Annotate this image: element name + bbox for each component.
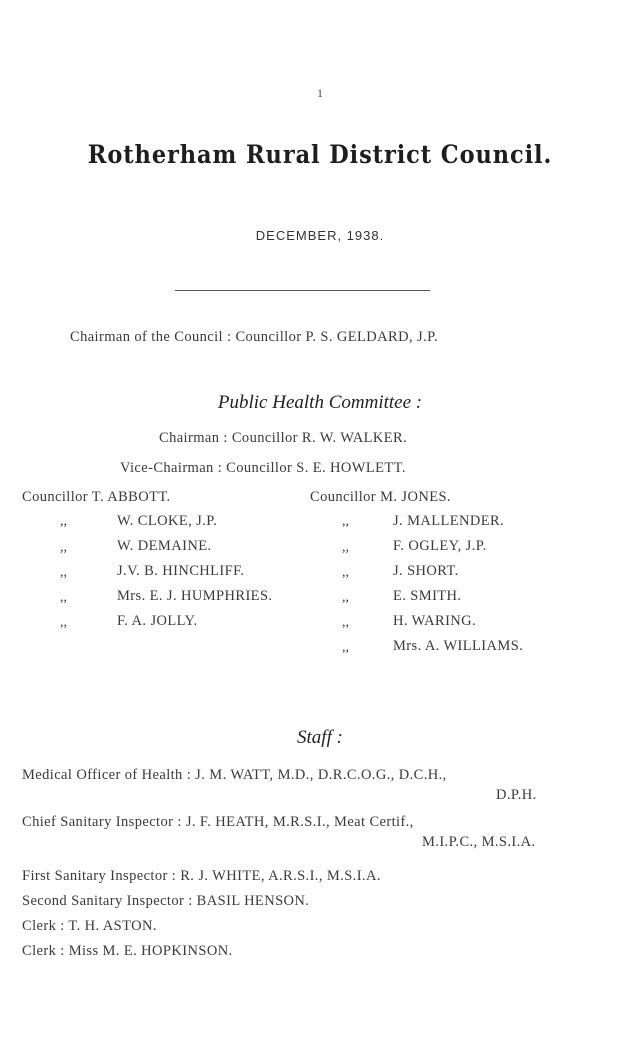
second-inspector-line: Second Sanitary Inspector : BASIL HENSON. <box>22 893 310 909</box>
councillor-label: Councillor <box>310 489 377 505</box>
council-title: Rotherham Rural District Council. <box>87 140 553 169</box>
member-name: M. JONES. <box>380 489 451 505</box>
ditto-mark: ,, <box>342 615 349 630</box>
staff-heading: Staff : <box>297 727 343 748</box>
member-left-label <box>22 489 171 506</box>
ditto-mark: ,, <box>60 565 67 580</box>
member-name: E. SMITH. <box>393 588 462 604</box>
chief-inspector-line: Chief Sanitary Inspector : J. F. HEATH, M.R.S.I., Meat Certif., <box>22 814 414 830</box>
clerk-line: Clerk : Miss M. E. HOPKINSON. <box>22 943 233 959</box>
member-right-label <box>310 489 451 506</box>
member-name: Mrs. E. J. HUMPHRIES. <box>117 588 273 604</box>
member-name: Mrs. A. WILLIAMS. <box>393 638 524 654</box>
first-inspector-line: First Sanitary Inspector : R. J. WHITE, A.R.S.I., M.S.I.A. <box>22 868 381 884</box>
ditto-mark: ,, <box>342 565 349 580</box>
clerk-line: Clerk : T. H. ASTON. <box>22 918 157 934</box>
committee-heading: Public Health Committee : <box>217 392 423 413</box>
medical-officer-line-cont: D.P.H. <box>496 787 537 803</box>
member-name: T. ABBOTT. <box>91 489 171 505</box>
chief-inspector-line-cont: M.I.P.C., M.S.I.A. <box>422 834 536 850</box>
committee-chairman: Chairman : Councillor R. W. WALKER. <box>159 430 408 446</box>
ditto-mark: ,, <box>60 615 67 630</box>
divider-rule <box>175 290 430 291</box>
member-name: H. WARING. <box>393 613 477 629</box>
member-name: J. SHORT. <box>393 563 459 579</box>
ditto-mark: ,, <box>60 540 67 555</box>
ditto-mark: ,, <box>342 640 349 655</box>
page-number: 1 <box>317 86 323 100</box>
ditto-mark: ,, <box>342 590 349 605</box>
medical-officer-line: Medical Officer of Health : J. M. WATT, M.D., D.R.C.O.G., D.C.H., <box>22 767 447 783</box>
ditto-mark: ,, <box>342 514 349 529</box>
council-chairman: Chairman of the Council : Councillor P. S. GELDARD, J.P. <box>70 329 438 345</box>
ditto-mark: ,, <box>60 590 67 605</box>
member-name: J. MALLENDER. <box>393 513 505 529</box>
member-name: F. OGLEY, J.P. <box>393 538 487 554</box>
member-name: W. CLOKE, J.P. <box>117 513 218 529</box>
councillor-label: Councillor <box>22 489 89 505</box>
ditto-mark: ,, <box>60 514 67 529</box>
report-date: DECEMBER, 1938. <box>255 228 385 243</box>
member-name: F. A. JOLLY. <box>117 613 198 629</box>
ditto-mark: ,, <box>342 540 349 555</box>
member-name: J.V. B. HINCHLIFF. <box>117 563 245 579</box>
member-name: W. DEMAINE. <box>117 538 212 554</box>
committee-vice-chairman: Vice-Chairman : Councillor S. E. HOWLETT. <box>120 460 406 476</box>
